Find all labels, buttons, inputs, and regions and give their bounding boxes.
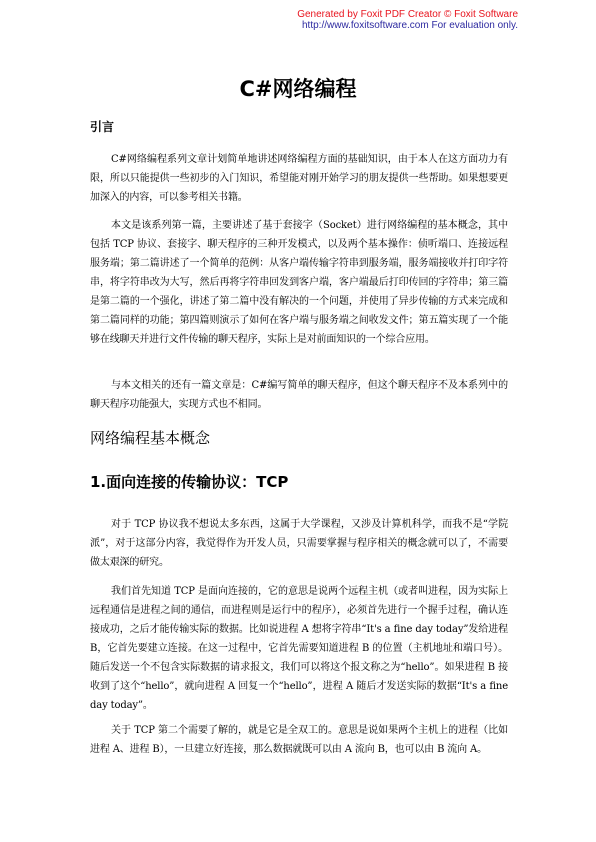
subsection-heading: 1.面向连接的传输协议：TCP [90,473,289,491]
watermark-line-2: http://www.foxitsoftware.com For evaluation only. [301,20,518,31]
watermark-line-1: Generated by Foxit PDF Creator © Foxit Software [297,9,518,20]
tcp-paragraph-2: 我们首先知道 TCP 是面向连接的，它的意思是说两个远程主机（或者叫进程，因为实际上远程通信是进程之间的通信，而进程则是运行中的程序），必须首先进行一个握手过程，确认连接成功，之后才能传输实际的数据。比如说进程 A 想将字符串“It's a fine day today”发给进程 B，它首先要建立连接。在这一过程中，它首先需要知道进程 B 的位置（主机地址和端口号）。随后发送一个不包含实际数据的请求报文，我们可以将这个报文称之为“hello”。如果进程 B 接收到了这个“hello”，就向进程 A 回复一个“hello”，进程 A 随后才发送实际的数据“It's a fine day today”。 [90,586,508,711]
intro-paragraph-1: C#网络编程系列文章计划简单地讲述网络编程方面的基础知识，由于本人在这方面功力有限，所以只能提供一些初步的入门知识，希望能对刚开始学习的朋友提供一些帮助。如果想要更加深入的内容，可以参考相关书籍。 [90,154,508,203]
intro-heading: 引言 [90,120,115,134]
foxit-watermark [297,9,518,31]
document-title: C#网络编程 [239,77,357,101]
intro-paragraph-2: 本文是该系列第一篇，主要讲述了基于套接字（Socket）进行网络编程的基本概念，其中包括 TCP 协议、套接字、聊天程序的三种开发模式，以及两个基本操作：侦听端口、连接远程服务端；第二篇讲述了一个简单的范例：从客户端传输字符串到服务端，服务端接收并打印字符串，将字符串改为大写，然后再将字符串回发到客户端，客户端最后打印传回的字符串；第三篇是第二篇的一个强化，讲述了第二篇中没有解决的一个问题，并使用了异步传输的方式来完成和第二篇同样的功能；第四篇则演示了如何在客户端与服务端之间收发文件；第五篇实现了一个能够在线聊天并进行文件传输的聊天程序，实际上是对前面知识的一个综合应用。 [90,220,508,345]
tcp-paragraph-3: 关于 TCP 第二个需要了解的，就是它是全双工的。意思是说如果两个主机上的进程（比如进程 A、进程 B），一旦建立好连接，那么数据就既可以由 A 流向 B，也可以由 B 流向 A。 [90,725,508,755]
tcp-paragraph-1: 对于 TCP 协议我不想说太多东西，这属于大学课程，又涉及计算机科学，而我不是“学院派”，对于这部分内容，我觉得作为开发人员，只需要掌握与程序相关的概念就可以了，不需要做太艰深的研究。 [90,519,508,568]
intro-paragraph-3: 与本文相关的还有一篇文章是：C#编写简单的聊天程序，但这个聊天程序不及本系列中的聊天程序功能强大，实现方式也不相同。 [90,380,508,410]
section-heading: 网络编程基本概念 [90,429,211,447]
